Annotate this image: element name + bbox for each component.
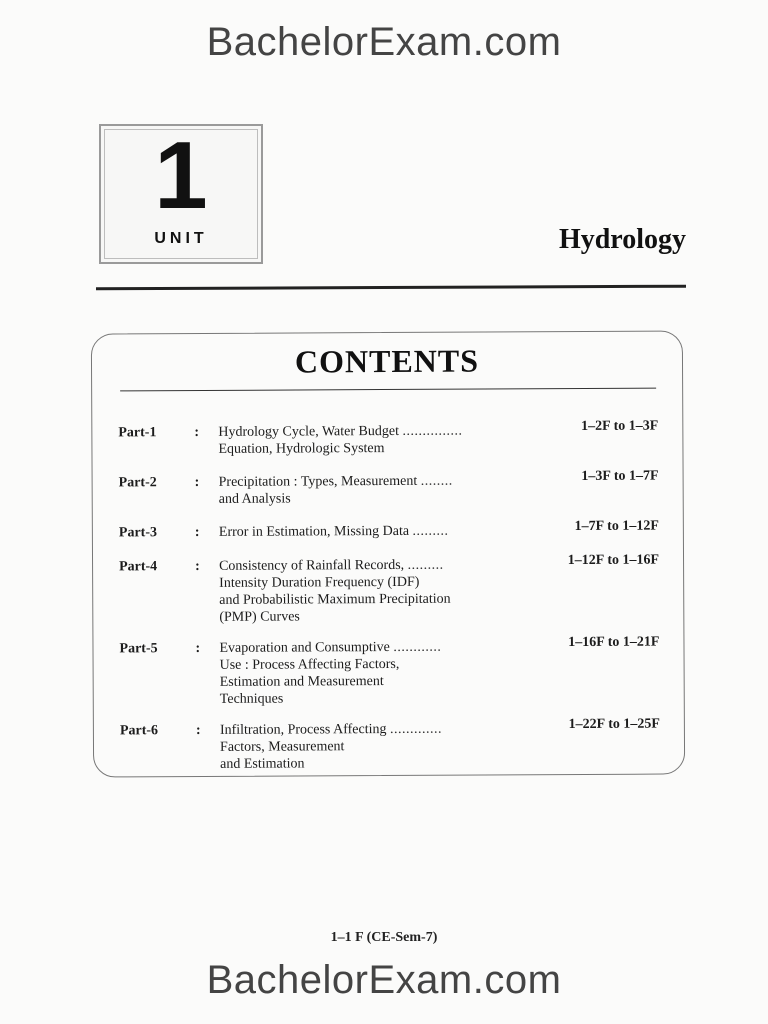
desc-line: (PMP) Curves bbox=[219, 609, 300, 625]
leader-dots: ........ bbox=[420, 473, 453, 489]
part-separator: : bbox=[194, 524, 200, 541]
page-range: 1–16F to 1–21F bbox=[568, 634, 660, 651]
part-label: Part-1 bbox=[118, 425, 157, 441]
page-range: 1–3F to 1–7F bbox=[581, 468, 659, 484]
watermark-bottom: BachelorExam.com bbox=[206, 958, 562, 1002]
part-description bbox=[218, 422, 558, 458]
page-range: 1–7F to 1–12F bbox=[574, 518, 659, 535]
desc-line: Techniques bbox=[219, 691, 284, 707]
chapter-title: Hydrology bbox=[558, 224, 686, 255]
leader-dots: ............... bbox=[402, 423, 463, 439]
part-label: Part-6 bbox=[119, 723, 159, 739]
contents-heading: CONTENTS bbox=[294, 342, 480, 380]
page-range: 1–12F to 1–16F bbox=[567, 552, 660, 569]
part-description bbox=[219, 638, 559, 708]
leader-dots: ............ bbox=[393, 639, 442, 655]
leader-dots: ............. bbox=[389, 721, 443, 737]
part-label: Part-4 bbox=[119, 559, 158, 575]
desc-line: Precipitation : Types, Measurement bbox=[218, 473, 418, 490]
contents-row-part-4 bbox=[119, 552, 663, 625]
desc-line: Error in Estimation, Missing Data bbox=[218, 523, 410, 540]
desc-line: Consistency of Rainfall Records, bbox=[219, 557, 405, 574]
part-description bbox=[219, 556, 559, 626]
desc-line: Evaporation and Consumptive bbox=[219, 639, 390, 656]
part-description bbox=[219, 472, 559, 508]
contents-row-part-1 bbox=[118, 418, 662, 457]
part-separator: : bbox=[195, 558, 200, 575]
desc-line: and Probabilistic Maximum Precipitation bbox=[219, 591, 451, 608]
contents-row-part-2 bbox=[118, 468, 663, 507]
desc-line: Infiltration, Process Affecting bbox=[219, 722, 387, 738]
unit-number: 1 bbox=[154, 122, 208, 229]
desc-line: and Estimation bbox=[220, 756, 305, 772]
part-description bbox=[219, 522, 559, 541]
part-label: Part-5 bbox=[119, 641, 158, 657]
page-range: 1–22F to 1–25F bbox=[568, 716, 660, 733]
part-separator: : bbox=[194, 424, 200, 441]
contents-row-part-3 bbox=[118, 518, 663, 541]
desc-line: and Analysis bbox=[218, 491, 291, 507]
leader-dots: ......... bbox=[412, 523, 449, 539]
part-separator: : bbox=[195, 722, 201, 739]
part-description bbox=[220, 720, 560, 773]
part-label: Part-2 bbox=[118, 475, 157, 491]
contents-divider bbox=[120, 388, 656, 392]
unit-badge bbox=[99, 124, 263, 264]
desc-line: Factors, Measurement bbox=[219, 739, 345, 755]
desc-line: Intensity Duration Frequency (IDF) bbox=[219, 574, 420, 591]
page-code: 1–1 F (CE-Sem-7) bbox=[330, 930, 438, 945]
part-separator: : bbox=[195, 640, 201, 657]
desc-line: Equation, Hydrologic System bbox=[218, 441, 385, 457]
part-separator: : bbox=[194, 474, 200, 491]
title-divider bbox=[96, 285, 686, 291]
page-range: 1–2F to 1–3F bbox=[581, 418, 659, 434]
leader-dots: ......... bbox=[407, 557, 444, 573]
contents-panel bbox=[91, 330, 685, 777]
desc-line: Hydrology Cycle, Water Budget bbox=[218, 423, 399, 440]
contents-row-part-6 bbox=[119, 716, 664, 772]
part-label: Part-3 bbox=[118, 525, 158, 541]
desc-line: Estimation and Measurement bbox=[219, 674, 384, 690]
watermark-top: BachelorExam.com bbox=[206, 20, 562, 64]
unit-label: UNIT bbox=[154, 230, 208, 247]
contents-row-part-5 bbox=[119, 634, 663, 707]
desc-line: Use : Process Affecting Factors, bbox=[219, 656, 400, 673]
